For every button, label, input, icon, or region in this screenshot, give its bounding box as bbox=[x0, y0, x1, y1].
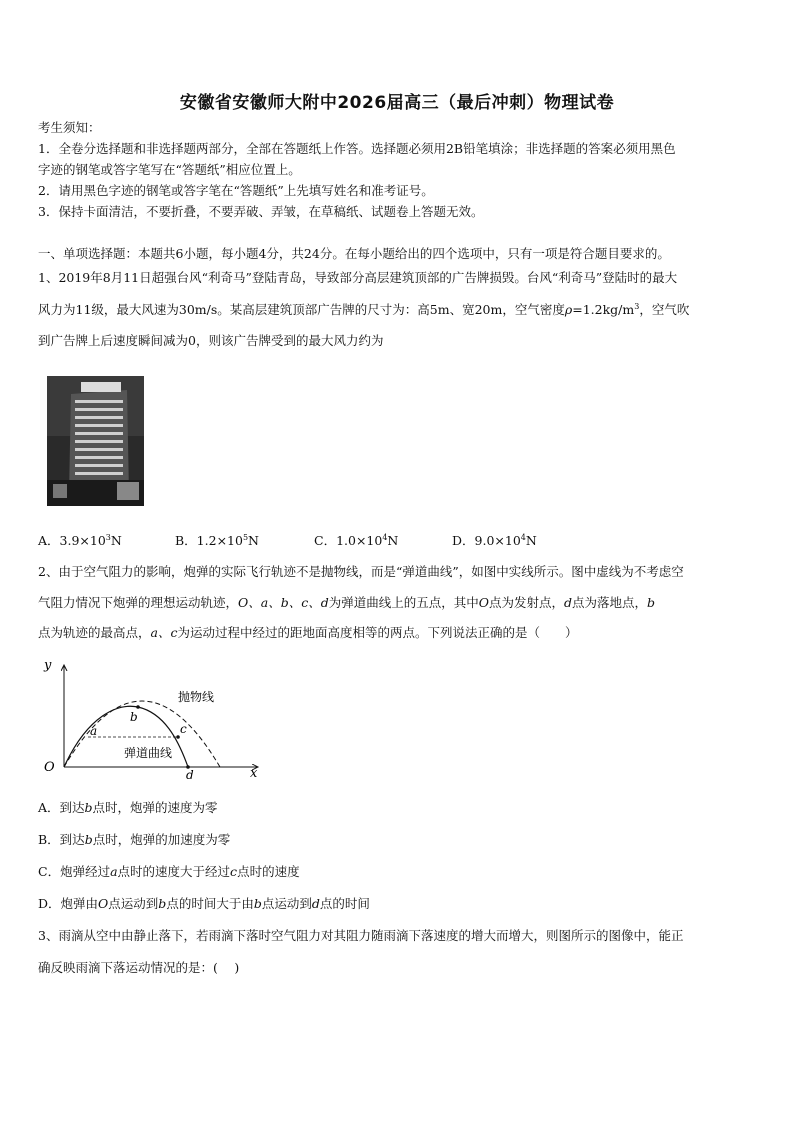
label-y: y bbox=[44, 658, 52, 673]
notice-item-1: 1．全卷分选择题和非选择题两部分，全部在答题纸上作答。选择题必须用2B铅笔填涂；非选择题的答案必须用黑色 bbox=[38, 141, 676, 156]
q1-text-line-3: 到广告牌上后速度瞬间减为0，则该广告牌受到的最大风力约为 bbox=[38, 333, 384, 348]
q3-text-line-2: 确反映雨滴下落运动情况的是：( ) bbox=[38, 960, 240, 975]
rho-symbol: ρ bbox=[564, 302, 573, 317]
notice-item-3: 3．保持卡面清洁，不要折叠，不要弄破、弄皱，在草稿纸、试题卷上答题无效。 bbox=[38, 204, 484, 219]
label-d: d bbox=[186, 768, 194, 780]
q2-text-line-2: 气阻力情况下炮弹的理想运动轨迹，O、a、b、c、d为弹道曲线上的五点，其中O点为发射点，d点为落地点，b bbox=[38, 595, 656, 610]
q2-option-c[interactable]: C．炮弹经过a点时的速度大于经过c点时的速度 bbox=[38, 864, 300, 879]
q1-text-line-2: 风力为11级，最大风速为30m/s。某高层建筑顶部广告牌的尺寸为：高5m、宽20m，空气密度$\rho=1.2kg/m^3$，空气吹 bbox=[38, 302, 690, 317]
q2-option-a[interactable]: A．到达b点时，炮弹的速度为零 bbox=[38, 800, 218, 815]
q2-text-line-3: 点为轨迹的最高点，a、c为运动过程中经过的距地面高度相等的两点。下列说法正确的是（ ） bbox=[38, 625, 578, 640]
q2-option-b[interactable]: B．到达b点时，炮弹的加速度为零 bbox=[38, 832, 231, 847]
notice-heading: 考生须知： bbox=[38, 120, 101, 135]
trajectory-diagram bbox=[38, 655, 268, 780]
label-ballistic: 弹道曲线 bbox=[124, 746, 173, 760]
label-b: b bbox=[130, 710, 138, 724]
point-b bbox=[136, 705, 140, 709]
notice-item-1-cont: 字迹的钢笔或答字笔写在“答题纸”相应位置上。 bbox=[38, 162, 301, 177]
label-a: a bbox=[90, 724, 98, 738]
q3-text-line-1: 3、雨滴从空中由静止落下，若雨滴下落时空气阻力对其阻力随雨滴下落速度的增大而增大，则图所示的图像中，能正 bbox=[38, 928, 684, 943]
label-c: c bbox=[180, 722, 187, 736]
label-x: x bbox=[250, 766, 258, 780]
q1-option-b[interactable]: B．$1.2\times 10^5N$ bbox=[175, 533, 259, 548]
q1-text-line-1: 1、2019年8月11日超强台风“利奇马”登陆青岛，导致部分高层建筑顶部的广告牌损毁。台风“利奇马”登陆时的最大 bbox=[38, 270, 678, 285]
building-photo-art bbox=[47, 376, 144, 506]
q2-text-line-1: 2、由于空气阻力的影响，炮弹的实际飞行轨迹不是抛物线，而是“弹道曲线”，如图中实线所示。图中虚线为不考虑空 bbox=[38, 564, 684, 579]
label-parabola: 抛物线 bbox=[178, 690, 215, 704]
page-title: 安徽省安徽师大附中2026届高三（最后冲刺）物理试卷 bbox=[179, 93, 615, 113]
building-photo bbox=[47, 376, 144, 506]
q1-option-d[interactable]: D．$9.0\times 10^4N$ bbox=[452, 533, 537, 548]
q2-option-d[interactable]: D．炮弹由O点运动到b点的时间大于由b点运动到d点的时间 bbox=[38, 896, 370, 911]
q1-option-a[interactable]: A．$3.9\times 10^3N$ bbox=[38, 533, 122, 548]
section-header: 一、单项选择题：本题共6小题，每小题4分，共24分。在每小题给出的四个选项中，只有一项是符合题目要求的。 bbox=[38, 246, 670, 261]
label-O: O bbox=[44, 760, 55, 775]
q1-option-c[interactable]: C．$1.0\times 10^4N$ bbox=[314, 533, 399, 548]
notice-item-2: 2．请用黑色字迹的钢笔或答字笔在“答题纸”上先填写姓名和准考证号。 bbox=[38, 183, 434, 198]
